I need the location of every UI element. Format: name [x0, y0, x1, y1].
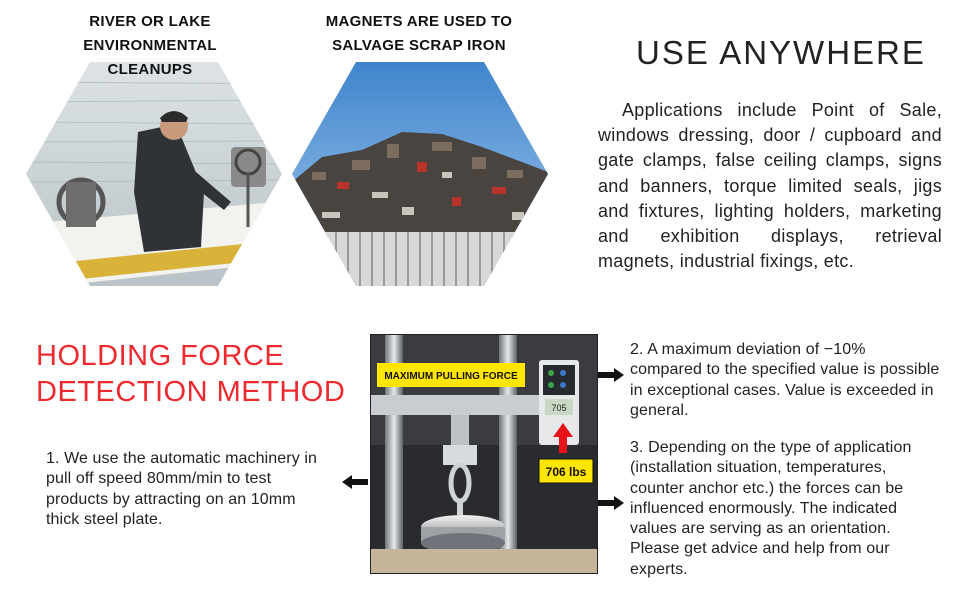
holding-force-heading: [36, 338, 345, 410]
heading-line-1: HOLDING FORCE: [36, 340, 285, 372]
use-anywhere-title: USE ANYWHERE: [636, 34, 926, 71]
note-1: 1. We use the automatic machinery in pull off speed 80mm/min to test products by attracting on an 10mm thick steel plate.: [46, 450, 317, 528]
arrow-right-icon-1: [598, 368, 624, 382]
force-value-label: 706 lbs: [545, 465, 587, 479]
applications-text: Applications include Point of Sale, windows dressing, door / cupboard and gate clamps, false ceiling clamps, signs and banners, torque limited seals, jigs and fixtures, lighting holders, marketing and exhibition displays, retrieval magnets, industrial fixings, etc.: [598, 100, 942, 272]
arrow-left-icon: [342, 475, 368, 489]
maximum-pulling-force-banner: MAXIMUM PULLING FORCE: [384, 371, 518, 382]
heading-line-2: DETECTION METHOD: [36, 376, 346, 408]
applications-paragraph: [598, 98, 942, 274]
river-cleanup-photo: [26, 62, 282, 286]
caption-scrap-iron: MAGNETS ARE USED TO SALVAGE SCRAP IRON: [325, 13, 513, 54]
scrap-iron-photo: [292, 62, 548, 286]
pull-test-machine-photo: [370, 334, 598, 574]
caption-river-cleanups: RIVER OR LAKE ENVIRONMENTAL CLEANUPS: [83, 13, 217, 78]
arrow-right-icon-2: [598, 496, 624, 510]
display-reading: 705: [551, 403, 567, 413]
note-3: 3. Depending on the type of application (installation situation, temperatures, counter anchor etc.) the forces can be influenced enormously. The indicated values are serving as an orientation. Please get advice and help from our experts.: [630, 439, 912, 578]
note-2: 2. A maximum deviation of −10% compared to the specified value is possible in exceptional cases. Value is exceeded in general.: [630, 341, 940, 419]
